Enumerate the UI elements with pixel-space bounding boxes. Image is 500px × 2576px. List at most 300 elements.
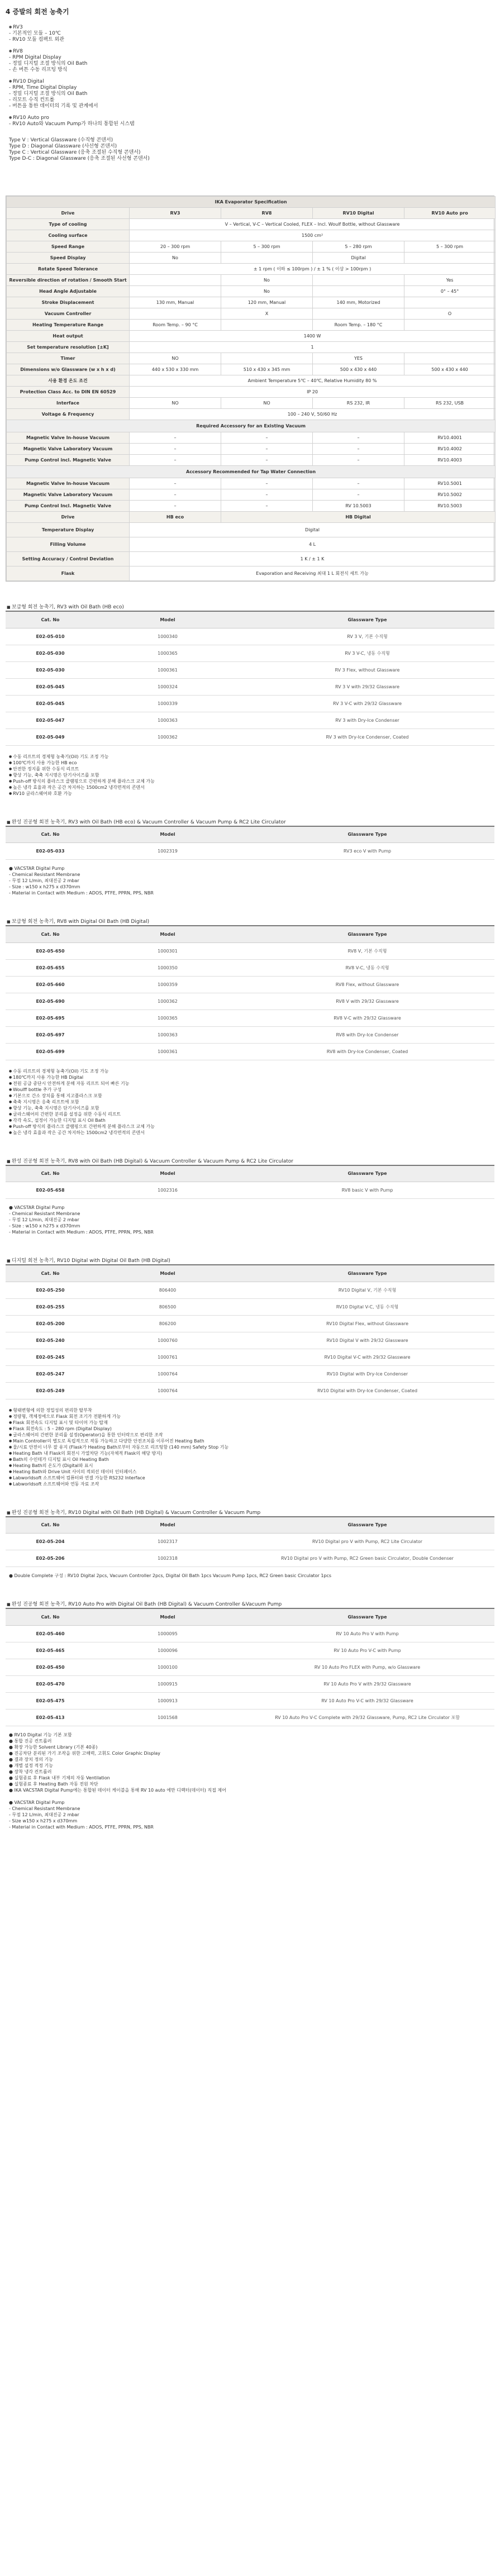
model-header: Model xyxy=(95,1265,240,1282)
spec-value: 1400 W xyxy=(130,331,496,342)
pump-info-item: - Size w150 x h275 x d370mm xyxy=(9,1818,78,1823)
spec-value: – xyxy=(130,489,221,501)
spec-row xyxy=(7,432,496,444)
spec-row xyxy=(7,444,496,455)
model-no: 1000764 xyxy=(95,1382,240,1399)
pump-info-item: - Chemical Resistant Membrane xyxy=(9,872,80,877)
glassware-type: RV8 V with 29/32 Glassware xyxy=(240,993,494,1010)
table-row xyxy=(6,1642,494,1659)
spec-value: X xyxy=(221,308,313,320)
spec-value: ± 1 rpm ( 이하 ≤ 100rpm ) / ± 1 % ( 이상 > 100rpm ) xyxy=(130,264,496,275)
glassware-type: RV 10 Auto Pro V with 29/32 Glassware xyxy=(240,1675,494,1692)
spec-value: – xyxy=(221,432,313,444)
feature-item: ● 물/시료 안전이 너무 잘 유지 (Flask가 Heating Bath로부터 자동으로 리프팅함 (140 mm) Safety Stop 기능 xyxy=(9,1444,494,1450)
section-title: ■ 완성 진공형 회전 농축기, RV3 with Oil Bath (HB eco) & Vacuum Controller & Vacuum Pump & RC2 Lite Circulator xyxy=(6,818,494,826)
pump-info-item: ● VACSTAR Digital Pump xyxy=(9,1799,65,1805)
spec-label: Speed Range xyxy=(7,241,130,253)
spec-value: 5 – 280 rpm xyxy=(313,241,404,253)
glassware-type: RV 3 V-C, 냉동 수직형 xyxy=(240,645,494,661)
table-row xyxy=(6,1349,494,1365)
model-no: 1000363 xyxy=(95,1026,240,1043)
spec-value xyxy=(221,253,313,264)
cat-no: E02-05-047 xyxy=(6,712,95,728)
model-header: Model xyxy=(95,611,240,628)
spec-label: Temperature Display xyxy=(7,523,130,537)
model-no: 1000339 xyxy=(95,695,240,712)
feature-item: ● 180℃까지 사용 가능한 HB Digital xyxy=(9,1074,494,1080)
model-no: 1000365 xyxy=(95,645,240,661)
intro-line: - 기본적인 모듈 – 10℃ xyxy=(9,31,61,36)
glassware-type: RV8 Flex, without Glassware xyxy=(240,976,494,993)
feature-item: ● 글라스웨어의 간편한 분리를 설정을 위한 수동식 리프트 xyxy=(9,1111,494,1117)
spec-label: Voltage & Frequency xyxy=(7,409,130,420)
glassware-type: RV3 eco V with Pump xyxy=(240,843,494,860)
glassware-type: RV10 Digital pro V with Pump, RC2 Lite Circulator xyxy=(240,1534,494,1550)
spec-value: NO xyxy=(130,353,221,364)
glassware-type: RV10 Digital pro V with Pump, RC2 Green basic Circulator, Double Condenser xyxy=(240,1550,494,1567)
cat-no: E02-05-655 xyxy=(6,959,95,976)
table-row xyxy=(6,1332,494,1349)
pump-info-item: ● Double Complete 구성 : RV10 Digital 2pcs, Vacuum Controller 2pcs, Digital Oil Bath 1pcs Vacuum Pump 1pcs, RC2 Green basic Circulator 1pcs xyxy=(9,1573,332,1578)
spec-value: 20 – 300 rpm xyxy=(130,241,221,253)
pump-info-item: ● 진공차단 분리된 가기 조작을 위한 고해력, 고휘도 Color Graphic Display xyxy=(9,1750,161,1756)
pump-info-list xyxy=(9,1204,494,1235)
spec-row xyxy=(7,264,496,275)
glassware-type: RV 10 Auto Pro V-C with 29/32 Glassware xyxy=(240,1692,494,1709)
model-no: 1000361 xyxy=(95,1043,240,1060)
spec-label: Type of cooling xyxy=(7,219,130,230)
glassware-header: Glassware Type xyxy=(240,611,494,628)
glassware-type: RV10 Digital V with 29/32 Glassware xyxy=(240,1332,494,1349)
feature-item: ● Main Controller의 별도로 독립적으로 작동 가능하고 다양한 안전조치를 이루어진 Heating Bath xyxy=(9,1438,494,1444)
product-table xyxy=(6,1516,494,1568)
table-row xyxy=(6,843,494,860)
pump-info-list xyxy=(9,1573,494,1579)
cat-no: E02-05-249 xyxy=(6,1382,95,1399)
glassware-header: Glassware Type xyxy=(240,1517,494,1534)
pump-info-item: - Size : w150 x h275 x d370mm xyxy=(9,884,80,889)
model-no: 1002318 xyxy=(95,1550,240,1567)
model-no: 1000100 xyxy=(95,1659,240,1675)
intro-line: - RV10 모듈 컴팩트 외관 xyxy=(9,37,64,42)
spec-row xyxy=(7,253,496,264)
spec-value: 1 xyxy=(130,342,496,353)
cat-no: E02-05-030 xyxy=(6,645,95,661)
spec-row xyxy=(7,512,496,523)
spec-bath-header: HB eco xyxy=(130,512,221,523)
cat-no: E02-05-413 xyxy=(6,1709,95,1726)
spec-label: Magnetic Valve In-house Vacuum xyxy=(7,432,130,444)
glassware-type: RV 10 Auto Pro V-C with Pump xyxy=(240,1642,494,1659)
pump-info-list xyxy=(9,1732,494,1830)
spec-value: – xyxy=(221,478,313,489)
spec-value: 5 – 300 rpm xyxy=(404,241,496,253)
spec-model-header: RV8 xyxy=(221,208,313,219)
spec-row xyxy=(7,501,496,512)
model-no: 1002317 xyxy=(95,1534,240,1550)
spec-value: Digital xyxy=(130,523,496,537)
product-header-row xyxy=(6,1608,494,1625)
model-header: Model xyxy=(95,1165,240,1182)
cat-no: E02-05-033 xyxy=(6,843,95,860)
cat-no: E02-05-250 xyxy=(6,1282,95,1298)
pump-info-item: - 무점 12 L/min, 최대진공 2 mbar xyxy=(9,878,79,883)
spec-value: – xyxy=(130,444,221,455)
spec-label: Filling Volume xyxy=(7,537,130,552)
spec-row xyxy=(7,353,496,364)
spec-row xyxy=(7,286,496,297)
section-title: ■ 보급형 회전 농축기, RV8 with Digital Oil Bath (HB Digital) xyxy=(6,917,494,925)
table-row xyxy=(6,993,494,1010)
cat-no: E02-05-045 xyxy=(6,695,95,712)
model-no: 1002319 xyxy=(95,843,240,860)
cat-no: E02-05-695 xyxy=(6,1010,95,1026)
cat-no-header: Cat. No xyxy=(6,1517,95,1534)
table-row xyxy=(6,1382,494,1399)
cat-no: E02-05-204 xyxy=(6,1534,95,1550)
spec-row xyxy=(7,275,496,286)
feature-item: ● Labworldsoft 소프트웨어와 연동 자료 조작 xyxy=(9,1481,494,1487)
feature-item: ● Heating Bath와 Drive Unit 사이의 적외선 데이터 인터페이스 xyxy=(9,1469,494,1475)
spec-section-title: Accessory Recommended for Tap Water Connection xyxy=(7,466,496,478)
spec-row xyxy=(7,331,496,342)
spec-value: RV10.5002 xyxy=(404,489,496,501)
section-title: ■ 완성 진공형 회전 농축기, RV10 Auto Pro with Digital Oil Bath (HB Digital) & Vacuum Controller &Vacuum Pump xyxy=(6,1600,494,1608)
cat-no: E02-05-255 xyxy=(6,1298,95,1315)
glassware-type: RV8 basic V with Pump xyxy=(240,1182,494,1199)
spec-value: YES xyxy=(313,353,404,364)
intro-heading: ● RV3 xyxy=(9,24,494,31)
glassware-type: RV10 Digital V, 기본 수직형 xyxy=(240,1282,494,1298)
spec-label: 사용 환경 온도 조건 xyxy=(7,375,130,387)
pump-info-item: ● 확장 가능한 Solvent Library (기본 40종) xyxy=(9,1744,98,1750)
spec-value: 1500 cm² xyxy=(130,230,496,241)
feature-item: ● 100℃까지 사용 가능한 HB eco xyxy=(9,760,494,766)
intro-line: - 정밀 디지털 조절 방식의 Oil Bath xyxy=(9,61,88,66)
table-row xyxy=(6,942,494,959)
glassware-type: RV 3 V, 기본 수직형 xyxy=(240,628,494,645)
glassware-type: RV10 Digital V-C, 냉동 수직형 xyxy=(240,1298,494,1315)
feature-item: ● Push-off 방식의 플라스크 클램핑으로 간편하게 분해 플라스크 교체 가능 xyxy=(9,1123,494,1130)
spec-value xyxy=(221,353,313,364)
glassware-type: RV8 with Dry-Ice Condenser, Coated xyxy=(240,1043,494,1060)
intro-heading: ● RV10 Digital xyxy=(9,78,494,85)
model-header: Model xyxy=(95,1608,240,1625)
model-no: 1000362 xyxy=(95,993,240,1010)
spec-row xyxy=(7,230,496,241)
feature-item: ● RV10 글라스웨어와 호환 가능 xyxy=(9,791,494,797)
cat-no: E02-05-247 xyxy=(6,1365,95,1382)
spec-value xyxy=(313,275,404,286)
intro-line: - RPM, Time Digital Display xyxy=(9,85,77,91)
spec-section-title: Required Accessory for an Existing Vacuum xyxy=(7,420,496,432)
pump-info-item: ● 장착 냉각 컨트롤러 xyxy=(9,1769,52,1774)
spec-row xyxy=(7,208,496,219)
feature-item: ● 향상 기능, 축축 지시명은 단기사이즈를 포함 xyxy=(9,772,494,778)
feature-item: ● 수동 리프트의 경제형 농축기(Oil) 기도 조정 가능 xyxy=(9,1068,494,1074)
spec-value: 120 mm, Manual xyxy=(221,297,313,308)
spec-value: – xyxy=(313,489,404,501)
spec-value: RS 232, IR xyxy=(313,398,404,409)
pump-info-item: - 무점 12 L/min, 최대진공 2 mbar xyxy=(9,1812,79,1817)
table-row xyxy=(6,1675,494,1692)
model-no: 1000095 xyxy=(95,1625,240,1642)
table-row xyxy=(6,1659,494,1675)
glassware-header: Glassware Type xyxy=(240,926,494,942)
spec-value: – xyxy=(313,478,404,489)
spec-value: RV10.5001 xyxy=(404,478,496,489)
spec-value: Room Temp. – 180 °C xyxy=(313,320,404,331)
type-line: Type C : Vertical Glassware (응축 조절된 수직형 콘덴서) xyxy=(9,150,141,155)
feature-item: ● 축축 지시명은 응축 리프트에 포함 xyxy=(9,1099,494,1105)
spec-value xyxy=(221,320,313,331)
table-row xyxy=(6,976,494,993)
spec-row xyxy=(7,455,496,466)
model-no: 806400 xyxy=(95,1282,240,1298)
intro-line: - RPM Digital Display xyxy=(9,55,61,60)
glassware-type: RV 3 with Dry-Ice Condenser xyxy=(240,712,494,728)
model-no: 1000361 xyxy=(95,661,240,678)
glassware-type: RV 3 V-C with 29/32 Glassware xyxy=(240,695,494,712)
spec-value: Yes xyxy=(404,275,496,286)
glassware-type: RV8 V-C, 냉동 수직형 xyxy=(240,959,494,976)
intro-heading: ● RV8 xyxy=(9,48,494,55)
model-no: 1002316 xyxy=(95,1182,240,1199)
glassware-types xyxy=(9,137,494,162)
product-table xyxy=(6,1165,494,1199)
product-table xyxy=(6,826,494,860)
product-table xyxy=(6,1608,494,1726)
cat-no-header: Cat. No xyxy=(6,826,95,843)
pump-info-item: ● 실험종료 후 Flask 내부 기체의 자동 Ventilation xyxy=(9,1775,110,1780)
feature-item: ● 정량형, 객체정에으로 Flask 회전 조기가 전환하게 가능 xyxy=(9,1413,494,1420)
spec-value: 5 – 300 rpm xyxy=(221,241,313,253)
cat-no: E02-05-010 xyxy=(6,628,95,645)
product-sections xyxy=(6,603,494,1830)
cat-no: E02-05-650 xyxy=(6,942,95,959)
feature-item: ● 안전한 정지를 위한 수동식 리프트 xyxy=(9,766,494,772)
table-row xyxy=(6,645,494,661)
model-no: 806200 xyxy=(95,1315,240,1332)
spec-row xyxy=(7,197,496,208)
model-no: 1000359 xyxy=(95,976,240,993)
cat-no: E02-05-030 xyxy=(6,661,95,678)
spec-value: 140 mm, Motorized xyxy=(313,297,404,308)
model-no: 806500 xyxy=(95,1298,240,1315)
model-no: 1000350 xyxy=(95,959,240,976)
glassware-type: RV8 V-C with 29/32 Glassware xyxy=(240,1010,494,1026)
model-no: 1000761 xyxy=(95,1349,240,1365)
pump-info-item: ● 개별 설정 적정 기능 xyxy=(9,1763,53,1768)
model-no: 1000096 xyxy=(95,1642,240,1659)
glassware-type: RV10 Digital with Dry-Ice Condenser, Coated xyxy=(240,1382,494,1399)
spec-value: RS 232, USB xyxy=(404,398,496,409)
pump-info-item: - Chemical Resistant Membrane xyxy=(9,1211,80,1216)
spec-row xyxy=(7,478,496,489)
spec-value: – xyxy=(221,501,313,512)
spec-value: No xyxy=(130,253,221,264)
glassware-type: RV 3 with Dry-Ice Condenser, Coated xyxy=(240,728,494,745)
feature-item: ● Flask 회전속도 : 5 – 280 rpm (Digital Display) xyxy=(9,1426,494,1432)
spec-value: RV10.4001 xyxy=(404,432,496,444)
pump-info-list xyxy=(9,865,494,896)
spec-value: NO xyxy=(130,398,221,409)
spec-value: – xyxy=(130,432,221,444)
spec-label: Flask xyxy=(7,566,130,581)
product-table xyxy=(6,611,494,746)
cat-no: E02-05-475 xyxy=(6,1692,95,1709)
spec-label: Setting Accuracy / Control Deviation xyxy=(7,552,130,566)
feature-item: ● 높은 냉각 효율과 작은 공간 차지하는 1500cm2 냉각면적의 콘덴서 xyxy=(9,784,494,791)
spec-caption: IKA Evaporator Specification xyxy=(7,197,496,208)
spec-value xyxy=(404,253,496,264)
product-table xyxy=(6,925,494,1060)
spec-value: RV10.4003 xyxy=(404,455,496,466)
spec-row xyxy=(7,387,496,398)
glassware-type: RV 3 Flex, without Glassware xyxy=(240,661,494,678)
cat-no-header: Cat. No xyxy=(6,1608,95,1625)
spec-row xyxy=(7,375,496,387)
spec-value: RV10.4002 xyxy=(404,444,496,455)
feature-item: ● 기본으로 간소 장치를 통해 지고플라스크 포함 xyxy=(9,1093,494,1099)
spec-row xyxy=(7,566,496,581)
table-row xyxy=(6,1709,494,1726)
feature-item: ● Flask 회전속도 디지털 표시 및 타이머 가능 탑재 xyxy=(9,1420,494,1426)
spec-value xyxy=(404,320,496,331)
model-no: 1000760 xyxy=(95,1332,240,1349)
spec-value: No xyxy=(221,275,313,286)
table-row xyxy=(6,1625,494,1642)
spec-row xyxy=(7,364,496,375)
table-row xyxy=(6,728,494,745)
glassware-header: Glassware Type xyxy=(240,826,494,843)
glassware-type: RV10 Digital V-C with 29/32 Glassware xyxy=(240,1349,494,1365)
feature-item: ● 전원 공급 중단시 안전하게 분해 자동 리프트 되어 빠른 기능 xyxy=(9,1080,494,1087)
spec-value xyxy=(130,308,221,320)
pump-info-item: ● VACSTAR Digital Pump xyxy=(9,866,65,871)
spec-value: 500 x 430 x 440 xyxy=(313,364,404,375)
feature-item: ● Heating Bath 내 Flask의 회전시 가열차단 기능(자체적 Flask의 해당 방지) xyxy=(9,1450,494,1456)
spec-label: Pump Control Incl. Magnetic Valve xyxy=(7,501,130,512)
feature-item: ● 각각 속도, 설정이 가능한 디지털 표시 Oil Bath xyxy=(9,1117,494,1123)
product-header-row xyxy=(6,1517,494,1534)
table-row xyxy=(6,1365,494,1382)
spec-row xyxy=(7,420,496,432)
page-title: 4 증발의 회전 농축기 xyxy=(6,8,69,16)
glassware-header: Glassware Type xyxy=(240,1165,494,1182)
pump-info-item: ● RV10 Digital 기능 기본 포함 xyxy=(9,1732,72,1737)
spec-model-header: RV10 Digital xyxy=(313,208,404,219)
model-no: 1001568 xyxy=(95,1709,240,1726)
product-header-row xyxy=(6,826,494,843)
cat-no: E02-05-045 xyxy=(6,678,95,695)
product-header-row xyxy=(6,611,494,628)
cat-no: E02-05-206 xyxy=(6,1550,95,1567)
pump-info-item: ● VACSTAR Digital Pump xyxy=(9,1205,65,1210)
spec-label: Dimensions w/o Glassware (w x h x d) xyxy=(7,364,130,375)
feature-list xyxy=(9,754,494,797)
feature-list xyxy=(9,1068,494,1136)
cat-no-header: Cat. No xyxy=(6,1165,95,1182)
table-row xyxy=(6,1182,494,1199)
intro-list xyxy=(9,24,494,127)
glassware-type: RV 10 Auto Pro FLEX with Pump, w/o Glassware xyxy=(240,1659,494,1675)
type-line: Type D-C : Diagonal Glassware (응축 조절된 사선형 콘덴서) xyxy=(9,156,150,161)
spec-value: – xyxy=(221,444,313,455)
intro-line: - 정밀 디지털 조절 방식의 Oil Bath xyxy=(9,91,88,97)
table-row xyxy=(6,695,494,712)
model-no: 1000915 xyxy=(95,1675,240,1692)
model-no: 1000913 xyxy=(95,1692,240,1709)
spec-label: Stroke Displacement xyxy=(7,297,130,308)
table-row xyxy=(6,678,494,695)
table-row xyxy=(6,1026,494,1043)
spec-label: Reversible direction of rotation / Smooth Start xyxy=(7,275,130,286)
spec-value: O xyxy=(404,308,496,320)
pump-info-item: - Material in Contact with Medium : ADOS, PTFE, PPRN, PPS, NBR xyxy=(9,1230,154,1235)
glassware-header: Glassware Type xyxy=(240,1608,494,1625)
spec-label: Head Angle Adjustable xyxy=(7,286,130,297)
spec-value: V – Vertical, V-C – Vertical Cooled, FLEX – Incl. Woulf Bottle, without Glassware xyxy=(130,219,496,230)
glassware-type: RV8 with Dry-Ice Condenser xyxy=(240,1026,494,1043)
model-no: 1000362 xyxy=(95,728,240,745)
pump-info-item: ● 결과 장치 정의 기능 xyxy=(9,1756,53,1762)
pump-info-item: - 무점 12 L/min, 최대진공 2 mbar xyxy=(9,1217,79,1222)
spec-value: – xyxy=(313,444,404,455)
table-row xyxy=(6,1534,494,1550)
pump-info-item xyxy=(9,1793,494,1799)
glassware-type: RV10 Digital Flex, without Glassware xyxy=(240,1315,494,1332)
cat-no-header: Cat. No xyxy=(6,926,95,942)
spec-bath-header: HB Digital xyxy=(221,512,496,523)
spec-table xyxy=(6,196,494,582)
cat-no: E02-05-658 xyxy=(6,1182,95,1199)
type-line: Type V : Vertical Glassware (수직형 콘덴서) xyxy=(9,137,113,143)
spec-row xyxy=(7,466,496,478)
spec-row xyxy=(7,523,496,537)
spec-value: – xyxy=(130,455,221,466)
spec-value: 1 K / ± 1 K xyxy=(130,552,496,566)
pump-info-item: - Size : w150 x h275 x d370mm xyxy=(9,1223,80,1229)
spec-value xyxy=(313,286,404,297)
spec-value xyxy=(313,308,404,320)
feature-item: ● Push-off 방식의 플라스크 클램핑으로 간편하게 분해 플라스크 교체 가능 xyxy=(9,778,494,784)
spec-value: No xyxy=(221,286,313,297)
product-table xyxy=(6,1264,494,1399)
spec-row xyxy=(7,308,496,320)
model-header: Model xyxy=(95,826,240,843)
cat-no: E02-05-460 xyxy=(6,1625,95,1642)
table-row xyxy=(6,1692,494,1709)
intro-line: - RV10 Auto와 Vacuum Pump가 하나의 통합된 시스템 xyxy=(9,121,135,127)
spec-value: 500 x 430 x 440 xyxy=(404,364,496,375)
table-row xyxy=(6,1010,494,1026)
feature-item: ● Bath의 수인테가 디지털 표시 Oil Heating Bath xyxy=(9,1456,494,1463)
spec-row xyxy=(7,537,496,552)
spec-label: Heat output xyxy=(7,331,130,342)
spec-value: Digital xyxy=(313,253,404,264)
spec-label: Rotate Speed Tolerance xyxy=(7,264,130,275)
spec-value: Ambient Temperature 5℃ – 40℃, Relative Humidity 80 % xyxy=(130,375,496,387)
spec-label: Pump Control incl. Magnetic Valve xyxy=(7,455,130,466)
table-row xyxy=(6,1043,494,1060)
table-row xyxy=(6,959,494,976)
spec-value: RV 10.5003 xyxy=(313,501,404,512)
spec-label: Interface xyxy=(7,398,130,409)
cat-no: E02-05-465 xyxy=(6,1642,95,1659)
spec-value: – xyxy=(130,478,221,489)
model-header: Model xyxy=(95,1517,240,1534)
